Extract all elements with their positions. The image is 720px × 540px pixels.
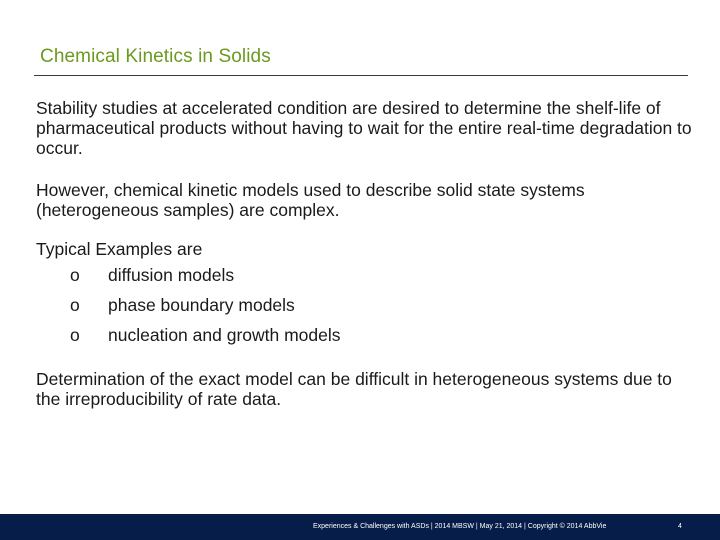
paragraph-stability-studies: Stability studies at accelerated condition are desired to determine the shelf-life of pharmaceutical products without having to wait for the entire real-time degradation to occur. xyxy=(36,98,692,158)
paragraph-closing: Determination of the exact model can be difficult in heterogeneous systems due to the irreproducibility of rate data. xyxy=(36,369,672,409)
paragraph-kinetic-models: However, chemical kinetic models used to describe solid state systems (heterogeneous samples) are complex. xyxy=(36,180,585,220)
examples-heading: Typical Examples are xyxy=(36,239,203,259)
slide-title: Chemical Kinetics in Solids xyxy=(40,46,271,67)
footer-bar xyxy=(0,514,720,540)
list-item-label: phase boundary models xyxy=(108,295,295,315)
list-item xyxy=(36,290,696,320)
list-item xyxy=(36,260,696,290)
circle-bullet-icon: o xyxy=(70,295,80,315)
circle-bullet-icon: o xyxy=(70,325,80,345)
list-item xyxy=(36,320,696,350)
footer-text: Experiences & Challenges with ASDs | 2014 MBSW | May 21, 2014 | Copyright © 2014 AbbVie xyxy=(313,523,607,530)
slide-body xyxy=(36,98,696,409)
title-divider xyxy=(34,75,688,76)
list-item-label: nucleation and growth models xyxy=(108,325,341,345)
examples-list xyxy=(36,260,696,350)
list-item-label: diffusion models xyxy=(108,265,235,285)
page-number: 4 xyxy=(678,523,682,530)
circle-bullet-icon: o xyxy=(70,265,80,285)
